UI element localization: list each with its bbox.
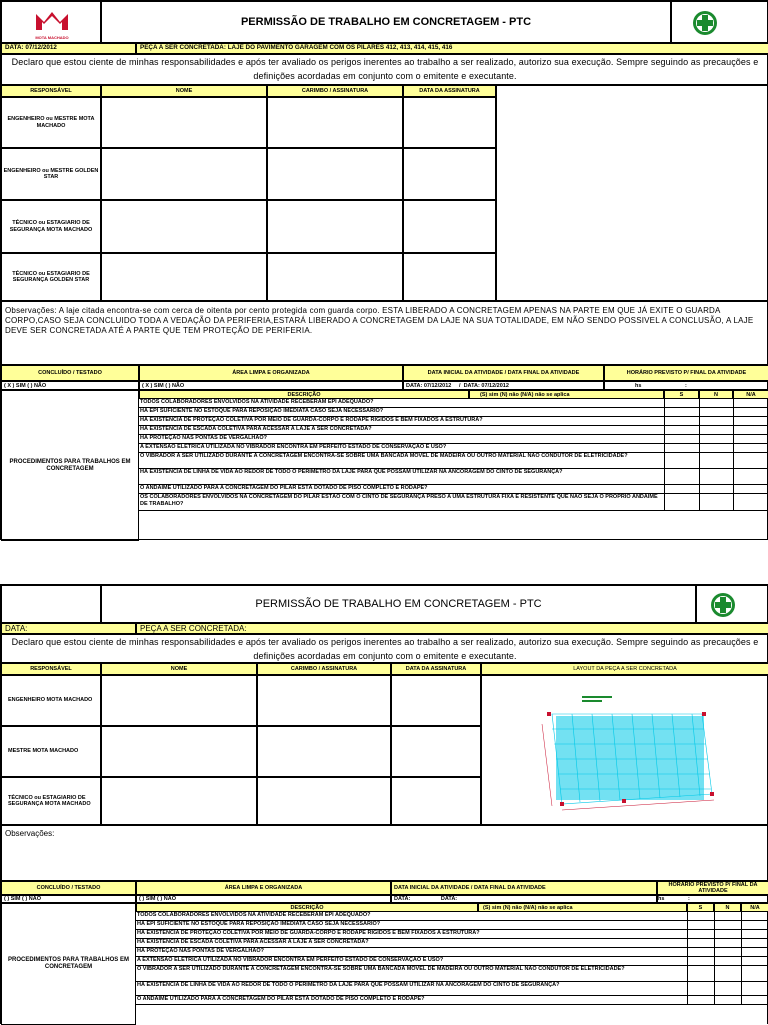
check-na[interactable]	[741, 966, 768, 982]
check-na[interactable]	[741, 948, 768, 957]
checklist-question: HÁ EXISTÊNCIA DE LINHA DE VIDA AO REDOR DE TODO O PERIMETRO DA LAJE PARA QUE POSSAM UTILIZAR NA ANCORAGEM DO CINTO DE SEGURANÇA?	[136, 982, 687, 996]
date-cell[interactable]	[391, 777, 481, 825]
descricao-header: DESCRIÇÃO	[139, 390, 469, 399]
col-responsavel: RESPONSÁVEL	[1, 663, 101, 675]
piece-field[interactable]: PEÇA A SER CONCRETADA:	[136, 623, 768, 634]
check-n[interactable]	[714, 948, 741, 957]
floor-plan-drawing-icon	[522, 684, 722, 814]
horario-value[interactable]	[604, 381, 768, 390]
checklist-question: TODOS COLABORADORES ENVOLVIDOS NA ATIVIDADE RECEBERAM EPI ADEQUADO?	[136, 912, 687, 921]
check-na[interactable]	[733, 435, 768, 444]
data-atividade-value[interactable]: DATA: 07/12/2012 / DATA: 07/12/2012	[403, 381, 604, 390]
col-carimbo: CARIMBO / ASSINATURA	[267, 85, 403, 97]
check-s[interactable]	[687, 948, 714, 957]
safety-cross-icon	[692, 10, 718, 36]
check-s[interactable]	[687, 921, 714, 930]
layout-label: LAYOUT DA PEÇA A SER CONCRETADA	[481, 663, 768, 675]
name-cell[interactable]	[101, 200, 267, 253]
check-na[interactable]	[733, 426, 768, 435]
checklist-form2	[136, 912, 768, 1025]
signature-cell[interactable]	[267, 200, 403, 253]
area-limpa-value[interactable]: ( ) SIM ( ) NÃO	[136, 895, 391, 903]
area-limpa-value[interactable]: ( X ) SIM ( ) NÃO	[139, 381, 403, 390]
check-s[interactable]	[664, 408, 699, 417]
colon-label: :	[685, 383, 687, 389]
check-n[interactable]	[714, 982, 741, 996]
signature-cell[interactable]	[257, 675, 391, 726]
mota-machado-logo-icon	[32, 8, 72, 34]
col-nome: NOME	[101, 663, 257, 675]
signature-cell[interactable]	[257, 777, 391, 825]
checklist-question: HÁ EXISTÊNCIA DE ESCADA COLETIVA PARA ACESSAR A LAJE A SER CONCRETADA?	[139, 426, 664, 435]
hs-label: hs	[635, 383, 642, 389]
checklist-question: HÁ EXISTÊNCIA DE LINHA DE VIDA AO REDOR DE TODO O PERIMETRO DA LAJE PARA QUE POSSAM UTILIZAR NA ANCORAGEM DO CINTO DE SEGURANÇA?	[139, 469, 664, 485]
check-n[interactable]	[714, 957, 741, 966]
procedimentos-label: PROCEDIMENTOS PARA TRABALHOS EM CONCRETAGEM	[1, 903, 136, 1025]
ptc-form-2	[0, 584, 768, 1024]
check-na[interactable]	[733, 417, 768, 426]
piece-field[interactable]: PEÇA A SER CONCRETADA: LAJE DO PAVIMENTO GARAGEM COM OS PILARES 412, 413, 414, 415, 416	[136, 43, 768, 54]
check-na[interactable]	[733, 399, 768, 408]
check-na[interactable]	[733, 408, 768, 417]
check-na[interactable]	[741, 939, 768, 948]
checklist-question: A EXTENSÃO ELETRICA UTILIZADA NO VIBRADOR ENCONTRA EM PERFEITO ESTADO DE CONSERVAÇÃO E USO?	[139, 444, 664, 453]
check-s[interactable]	[687, 957, 714, 966]
check-s[interactable]	[687, 912, 714, 921]
observacoes-field[interactable]: Observações: A laje citada encontra-se com cerca de oitenta por cento protegida com guarda corpo. ESTA LIBERADO A CONCRETAGEM APENAS NA PARTE EM QUE JÁ EXITE O GUARDA CORPO,CASO SEJA CONCLUIDO TODA A VEDAÇÃO DA PERIFERIA,ESTARÁ LIBERADO A CONCRETAGEM DA LAJE NA SUA TOTALIDADE, EM NÃO SENDO POSSIVEL A CONCLUSÃO, A LAJE DEVE SER CONCRETADA ATÉ A PARTE QUE TEM PROTEÇÃO DE PERIFERIA.	[1, 301, 768, 365]
check-s[interactable]	[664, 435, 699, 444]
checklist-question: HÁ EXISTÊNCIA DE PROTEÇÃO COLETIVA POR MEIO DE GUARDA-CORPO E RODAPÉ RÍGIDOS E BEM FIXADOS A ESTRUTURA?	[139, 417, 664, 426]
horario-label: HORÁRIO PREVISTO P/ FINAL DA ATIVIDADE	[657, 881, 768, 895]
role-label: ENGENHEIRO MOTA MACHADO	[1, 675, 101, 726]
layout-drawing-area	[481, 675, 768, 825]
area-limpa-label: ÁREA LIMPA E ORGANIZADA	[139, 365, 403, 381]
safety-cross-icon	[710, 592, 736, 618]
date-field[interactable]: DATA:	[1, 623, 136, 634]
check-na[interactable]	[733, 444, 768, 453]
col-na: N/A	[733, 390, 768, 399]
data-atividade-value[interactable]: DATA: DATA:	[391, 895, 657, 903]
hs-label: hs	[658, 896, 665, 902]
check-s[interactable]	[664, 485, 699, 494]
form-title: PERMISSÃO DE TRABALHO EM CONCRETAGEM - PTC	[101, 585, 696, 623]
col-n: N	[699, 390, 733, 399]
check-s[interactable]	[664, 426, 699, 435]
concluido-label: CONCLUÍDO / TESTADO	[1, 365, 139, 381]
col-nome: NOME	[101, 85, 267, 97]
checklist-question: TODOS COLABORADORES ENVOLVIDOS NA ATIVIDADE RECEBERAM EPI ADEQUADO?	[139, 399, 664, 408]
descricao-header: DESCRIÇÃO	[136, 903, 478, 912]
area-limpa-label: ÁREA LIMPA E ORGANIZADA	[136, 881, 391, 895]
checklist-question: HÁ EXISTÊNCIA DE PROTEÇÃO COLETIVA POR MEIO DE GUARDA-CORPO E RODAPÉ RÍGIDOS E BEM FIXADOS A ESTRUTURA?	[136, 930, 687, 939]
check-n[interactable]	[714, 930, 741, 939]
col-s: S	[687, 903, 714, 912]
col-carimbo: CARIMBO / ASSINATURA	[257, 663, 391, 675]
concluido-label: CONCLUÍDO / TESTADO	[1, 881, 136, 895]
observacoes-label: Observações:	[5, 829, 55, 838]
check-na[interactable]	[741, 912, 768, 921]
col-s: S	[664, 390, 699, 399]
check-s[interactable]	[687, 996, 714, 1005]
horario-label: HORÁRIO PREVISTO P/ FINAL DA ATIVIDADE	[604, 365, 768, 381]
data-atividade-label: DATA INICIAL DA ATIVIDADE / DATA FINAL DA ATIVIDADE	[391, 881, 657, 895]
signature-cell[interactable]	[267, 148, 403, 200]
role-label: ENGENHEIRO ou MESTRE MOTA MACHADO	[1, 97, 101, 148]
safety-box	[696, 585, 768, 623]
col-data-assinatura: DATA DA ASSINATURA	[403, 85, 496, 97]
check-n[interactable]	[699, 485, 733, 494]
check-n[interactable]	[699, 469, 733, 485]
legend-header: (S) sim (N) não (N/A) não se aplica	[478, 903, 687, 912]
name-cell[interactable]	[101, 253, 267, 301]
colon-label: :	[688, 896, 690, 902]
date-cell[interactable]	[391, 675, 481, 726]
date-cell[interactable]	[391, 726, 481, 777]
name-cell[interactable]	[101, 726, 257, 777]
signature-cell[interactable]	[267, 253, 403, 301]
logo-box	[1, 1, 101, 43]
name-cell[interactable]	[101, 148, 267, 200]
procedimentos-label: PROCEDIMENTOS PARA TRABALHOS EM CONCRETAGEM	[1, 390, 139, 541]
check-n[interactable]	[699, 494, 733, 511]
role-label: MESTRE MOTA MACHADO	[1, 726, 101, 777]
check-n[interactable]	[699, 408, 733, 417]
check-n[interactable]	[714, 966, 741, 982]
check-n[interactable]	[714, 939, 741, 948]
col-n: N	[714, 903, 741, 912]
checklist-question: HÁ EPI SUFICIENTE NO ESTOQUE PARA REPOSIÇÃO IMEDIATA CASO SEJA NECESSÁRIO?	[136, 921, 687, 930]
observacoes-field[interactable]	[1, 825, 768, 881]
role-label: TÉCNICO ou ESTAGIARIO DE SEGURANÇA GOLDEN STAR	[1, 253, 101, 301]
logo-box-empty	[1, 585, 101, 623]
checklist-form1	[139, 399, 768, 541]
role-label: TÉCNICO ou ESTAGIARIO DE SEGURANÇA MOTA MACHADO	[1, 200, 101, 253]
check-na[interactable]	[733, 469, 768, 485]
role-label: TÉCNICO ou ESTAGIARIO DE SEGURANÇA MOTA MACHADO	[1, 777, 101, 825]
checklist-question: HÁ EXISTÊNCIA DE ESCADA COLETIVA PARA ACESSAR A LAJE A SER CONCRETADA?	[136, 939, 687, 948]
check-n[interactable]	[714, 912, 741, 921]
check-n[interactable]	[699, 417, 733, 426]
declaration-text: Declaro que estou ciente de minhas responsabilidades e após ter avaliado os perigos inerentes ao trabalho a ser realizado, autorizo sua execução. Sempre seguindo as precauções e definições acordadas em conjunto com o emitente e executante.	[1, 634, 768, 663]
check-n[interactable]	[699, 453, 733, 469]
legend-header: (S) sim (N) não (N/A) não se aplica	[469, 390, 664, 399]
date-cell[interactable]	[403, 253, 496, 301]
checklist-question: HÁ PROTEÇÃO NAS PONTAS DE VERGALHÃO?	[139, 435, 664, 444]
check-na[interactable]	[741, 957, 768, 966]
check-s[interactable]	[664, 399, 699, 408]
check-s[interactable]	[687, 982, 714, 996]
concluido-value[interactable]: ( X ) SIM ( ) NÃO	[1, 381, 139, 390]
check-s[interactable]	[687, 966, 714, 982]
check-n[interactable]	[699, 399, 733, 408]
check-n[interactable]	[699, 435, 733, 444]
blank-area	[496, 85, 768, 301]
check-n[interactable]	[699, 444, 733, 453]
check-s[interactable]	[687, 930, 714, 939]
name-cell[interactable]	[101, 777, 257, 825]
horario-value[interactable]	[657, 895, 768, 903]
check-na[interactable]	[741, 921, 768, 930]
check-na[interactable]	[741, 982, 768, 996]
check-s[interactable]	[687, 939, 714, 948]
col-data-assinatura: DATA DA ASSINATURA	[391, 663, 481, 675]
check-n[interactable]	[699, 426, 733, 435]
check-n[interactable]	[714, 921, 741, 930]
check-n[interactable]	[714, 996, 741, 1005]
name-cell[interactable]	[101, 675, 257, 726]
name-cell[interactable]	[101, 97, 267, 148]
signature-cell[interactable]	[267, 97, 403, 148]
check-na[interactable]	[733, 485, 768, 494]
col-na: N/A	[741, 903, 768, 912]
col-responsavel: RESPONSÁVEL	[1, 85, 101, 97]
checklist-question: OS COLABORADORES ENVOLVIDOS NA CONCRETAGEM DO PILAR ESTÃO COM O CINTO DE SEGURANÇA PRESO A UMA ESTRUTURA FIXA E RESISTENTE QUE NÃO SEJA O PRÓPRIO ANDAIME DE TRABALHO?	[139, 494, 664, 511]
check-na[interactable]	[741, 996, 768, 1005]
checklist-question: O VIBRADOR A SER UTILIZADO DURANTE A CONCRETAGEM ENCONTRA-SE SOBRE UMA BANCADA MÓVEL DE MADEIRA OU OUTRO MATERIAL NÃO CONDUTOR DE ELETRICIDADE?	[136, 966, 687, 982]
date-cell[interactable]	[403, 148, 496, 200]
check-s[interactable]	[664, 469, 699, 485]
concluido-value[interactable]: ( ) SIM ( ) NÃO	[1, 895, 136, 903]
check-na[interactable]	[741, 930, 768, 939]
checklist-question: O ANDAIME UTILIZADO PARA A CONCRETAGEM DO PILAR ESTÁ DOTADO DE PISO COMPLETO E RODAPÉ?	[139, 485, 664, 494]
role-label: ENGENHEIRO ou MESTRE GOLDEN STAR	[1, 148, 101, 200]
logo-text: MOTA MACHADO	[35, 35, 69, 40]
safety-box	[671, 1, 768, 43]
checklist-question: A EXTENSÃO ELETRICA UTILIZADA NO VIBRADOR ENCONTRA EM PERFEITO ESTADO DE CONSERVAÇÃO E USO?	[136, 957, 687, 966]
checklist-question: HÁ EPI SUFICIENTE NO ESTOQUE PARA REPOSIÇÃO IMEDIATA CASO SEJA NECESSÁRIO?	[139, 408, 664, 417]
checklist-question: HÁ PROTEÇÃO NAS PONTAS DE VERGALHÃO?	[136, 948, 687, 957]
declaration-text: Declaro que estou ciente de minhas responsabilidades e após ter avaliado os perigos inerentes ao trabalho a ser realizado, autorizo sua execução. Sempre seguindo as precauções e definições acordadas em conjunto com o emitente e executante.	[1, 54, 768, 85]
signature-cell[interactable]	[257, 726, 391, 777]
date-field[interactable]: DATA: 07/12/2012	[1, 43, 136, 54]
form-title: PERMISSÃO DE TRABALHO EM CONCRETAGEM - PTC	[101, 1, 671, 43]
check-s[interactable]	[664, 494, 699, 511]
check-s[interactable]	[664, 417, 699, 426]
checklist-question: O VIBRADOR A SER UTILIZADO DURANTE A CONCRETAGEM ENCONTRA-SE SOBRE UMA BANCADA MÓVEL DE MADEIRA OU OUTRO MATERIAL NÃO CONDUTOR DE ELETRICIDADE?	[139, 453, 664, 469]
check-na[interactable]	[733, 494, 768, 511]
date-cell[interactable]	[403, 200, 496, 253]
check-s[interactable]	[664, 444, 699, 453]
checklist-question: O ANDAIME UTILIZADO PARA A CONCRETAGEM DO PILAR ESTÁ DOTADO DE PISO COMPLETO E RODAPÉ?	[136, 996, 687, 1005]
check-na[interactable]	[733, 453, 768, 469]
date-cell[interactable]	[403, 97, 496, 148]
data-atividade-label: DATA INICIAL DA ATIVIDADE / DATA FINAL DA ATIVIDADE	[403, 365, 604, 381]
check-s[interactable]	[664, 453, 699, 469]
